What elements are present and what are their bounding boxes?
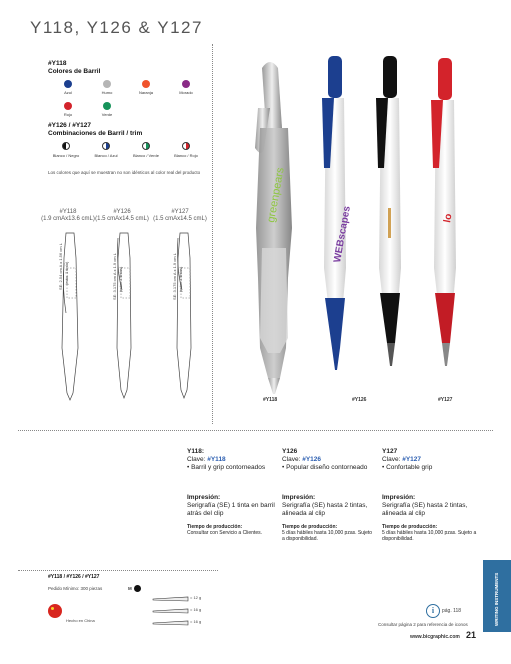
swatch-label: Verde: [101, 112, 113, 117]
info-icon[interactable]: i: [426, 604, 440, 618]
pen-print-y126: WEBscapes: [332, 205, 353, 264]
china-flag-icon: [48, 604, 62, 618]
combo-heading: Combinaciones de Barril / trim: [48, 130, 143, 137]
swatch-azul: [64, 80, 72, 88]
product-desc: • Popular diseño contorneado: [282, 464, 368, 471]
section-tab: [483, 560, 511, 632]
product-desc: • Barril y grip contorneados: [187, 464, 266, 471]
made-in: Hecho en China: [66, 618, 95, 623]
combo-label: Blanco / Rojo: [174, 153, 198, 158]
imp-title: Impresión:: [282, 494, 316, 501]
colors-heading: Colores de Barril: [48, 68, 101, 75]
swatch-label: Naranja: [138, 90, 153, 95]
combo-swatch-verde: [142, 142, 150, 150]
pen-print-y118: greenpears: [265, 166, 287, 224]
time-text: 5 días hábiles hasta 10,000 pzas. Sujeto a disponibilidad.: [282, 530, 373, 542]
website: www.bicgraphic.com: [410, 634, 460, 640]
photo-label: #Y126: [352, 397, 367, 403]
swatch-naranja: [142, 80, 150, 88]
dim-size: (1.5 cmAx14.5 cmL): [95, 216, 149, 222]
clave-value: #Y118: [207, 456, 226, 463]
product-photo: [240, 48, 485, 403]
dim-size: (1.9 cmAx13.6 cmL): [41, 216, 95, 222]
pen-print-y127: lo: [442, 212, 455, 224]
time-text: 5 días hábiles hasta 10,000 pzas. Sujeto a disponibilidad.: [382, 530, 477, 542]
combo-label: Blanco / Verde: [132, 153, 160, 158]
swatch-humo: [103, 80, 111, 88]
time-title: Tiempo de producción:: [282, 524, 338, 530]
m-label: M: [128, 586, 132, 591]
product-col-y118: [187, 448, 277, 536]
color-disclaimer: Los colores que aquí se muestran no son idénticos al color real del producto: [48, 170, 201, 175]
dim-code: #Y118: [59, 209, 77, 215]
product-code: Y126: [282, 448, 298, 455]
colors-code: #Y118: [48, 60, 67, 67]
dim-area: SE: 2.54 cm A x 1.56 cm L: [58, 243, 63, 290]
dim-note: (máx. 2 tintas): [178, 266, 183, 292]
pen-y127: [431, 58, 456, 366]
imp-text: Serigrafía (SE) 1 tinta en barril atrás del clip: [187, 502, 275, 517]
product-col-y127: [382, 448, 478, 542]
photo-label: #Y118: [263, 397, 278, 403]
imp-title: Impresión:: [187, 494, 221, 501]
clave-label: Clave:: [382, 456, 403, 463]
section-divider: [18, 430, 493, 431]
clave-label: Clave:: [282, 456, 303, 463]
swatch-verde: [103, 102, 111, 110]
imp-title: Impresión:: [382, 494, 416, 501]
page-title: Y118, Y126 & Y127: [30, 18, 203, 37]
time-title: Tiempo de producción:: [187, 524, 243, 530]
clave-label: Clave:: [187, 456, 208, 463]
footer-codes: #Y118 / #Y126 / #Y127: [48, 574, 100, 580]
swatch-label: Humo: [101, 90, 113, 95]
clave-value: #Y127: [402, 456, 422, 463]
pen-y126-black: [376, 56, 401, 366]
consult-note: Consultar página 2 para referencia de iconos: [378, 622, 468, 627]
pen-outlines: [40, 228, 215, 408]
dim-code: #Y127: [171, 209, 189, 215]
weight-value: = 16 g: [190, 607, 202, 612]
m-icon: [134, 585, 141, 592]
combo-swatch-rojo: [182, 142, 190, 150]
dim-area: SE: 3.175 cm A x 1.9 cm L: [112, 253, 117, 300]
swatch-label: Morado: [179, 90, 193, 95]
time-text: Consultar con Servicio a Clientes.: [187, 530, 263, 536]
product-code: Y118:: [187, 448, 204, 455]
weight-value: = 16 g: [190, 619, 202, 624]
photo-label: #Y127: [438, 397, 453, 403]
combo-code: #Y126 / #Y127: [48, 122, 92, 129]
dim-note: (máx. 1 tinta): [64, 261, 69, 285]
footer-divider: [18, 570, 218, 571]
dim-size: (1.5 cmAx14.5 cmL): [153, 216, 207, 222]
dim-code: #Y126: [113, 209, 131, 215]
combo-swatch-negro: [62, 142, 70, 150]
pen-y126: [322, 56, 353, 370]
clave-value: #Y126: [302, 456, 322, 463]
imp-text: Serigrafía (SE) hasta 2 tintas, alineada al clip: [282, 502, 368, 517]
product-code: Y127: [382, 448, 398, 455]
swatch-label: Azul: [64, 90, 72, 95]
pag-reference: pág. 118: [442, 608, 462, 614]
time-title: Tiempo de producción:: [382, 524, 438, 530]
section-tab-label: WRITING INSTRUMENTS: [494, 572, 499, 626]
min-order: Pedido Mínimo: 300 piezas: [48, 586, 103, 591]
swatch-rojo: [64, 102, 72, 110]
combo-label: Blanco / Negro: [52, 153, 80, 158]
swatch-label: Rojo: [63, 112, 73, 117]
product-col-y126: [282, 448, 374, 542]
pen-y118: [255, 62, 292, 394]
dim-area: SE: 3.175 cm A x 1.9 cm L: [172, 253, 177, 300]
combo-swatch-azul: [102, 142, 110, 150]
page-number: 21: [466, 630, 477, 640]
swatch-morado: [182, 80, 190, 88]
imp-text: Serigrafía (SE) hasta 2 tintas, alineada al clip: [382, 502, 468, 517]
combo-label: Blanco / Azul: [94, 153, 118, 158]
dim-note: (máx. 2 tintas): [118, 266, 123, 292]
weight-value: = 12 g: [190, 595, 202, 600]
product-desc: • Confortable grip: [382, 464, 433, 471]
